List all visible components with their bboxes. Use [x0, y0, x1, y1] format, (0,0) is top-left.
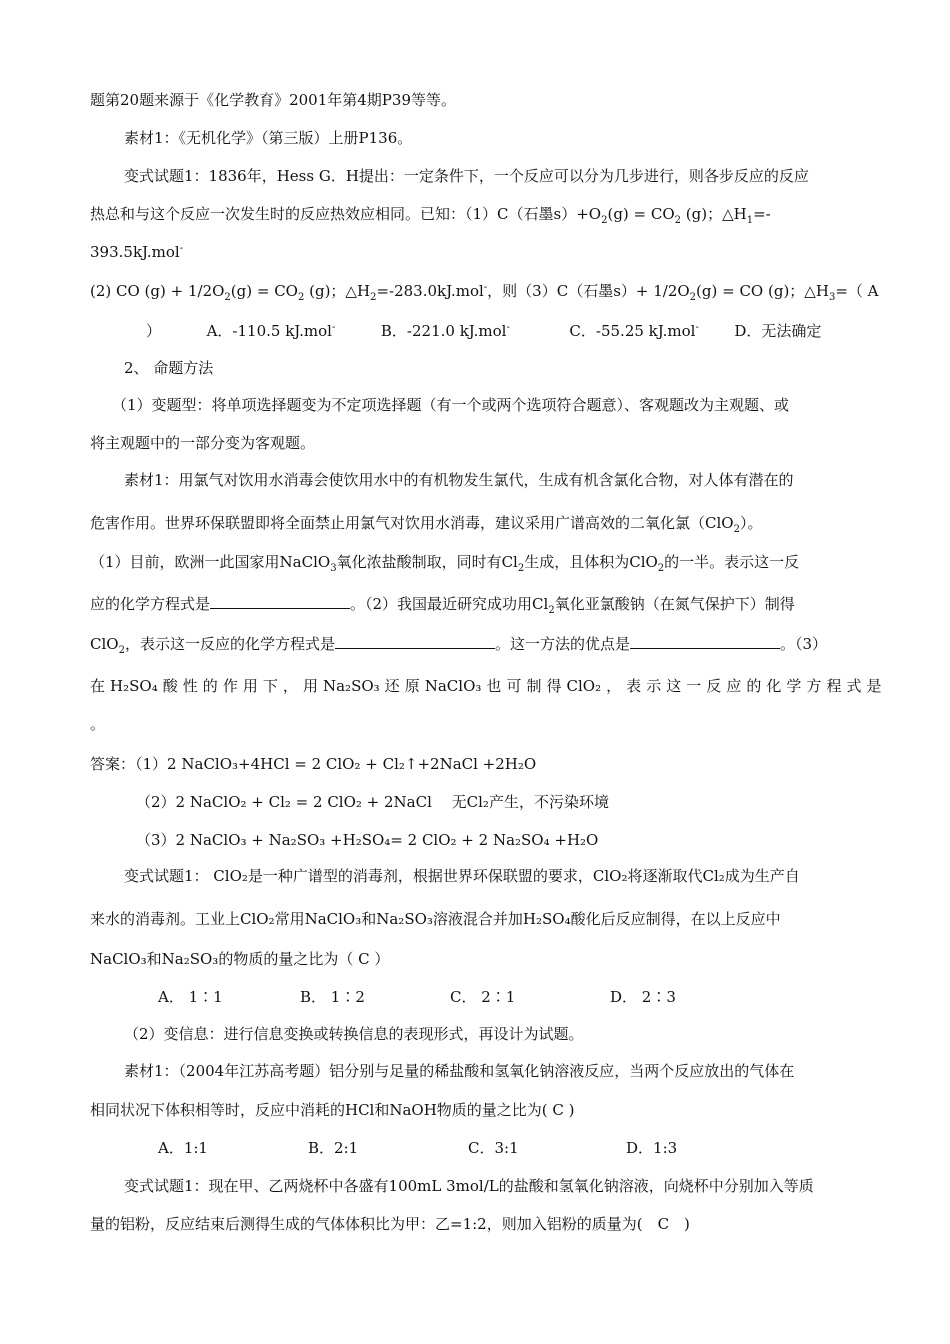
word: 用 — [302, 677, 318, 695]
word: 一 — [686, 677, 702, 695]
text-line: 变式试题1：现在甲、乙两烧杯中各盛有100mL 3mol/L的盐酸和氢氧化钠溶液，向烧杯中分别加入等质 — [124, 1177, 814, 1195]
word: 酸 — [162, 677, 178, 695]
word: 可 — [506, 677, 522, 695]
text-line: 素材1：用氯气对饮用水消毒会使饮用水中的有机物发生氯代，生成有机含氯化合物，对人体有潜在的 — [124, 471, 794, 489]
text-line: 量的铝粉，反应结束后测得生成的气体体积比为甲：乙=1:2，则加入铝粉的质量为( C ) — [90, 1215, 690, 1233]
word: 方 — [806, 677, 822, 695]
word: 还 — [384, 677, 400, 695]
text-line: （2）变信息：进行信息变换或转换信息的表现形式，再设计为试题。 — [124, 1025, 584, 1043]
word: ， — [282, 677, 298, 695]
word: H₂SO₄ — [110, 677, 158, 695]
text-line: ClO$_2$，表示这一反应的化学方程式是 。这一方法的优点是 。（3） — [90, 635, 828, 656]
word: ， — [606, 677, 622, 695]
word: 原 — [404, 677, 420, 695]
text-line: （1）变题型：将单项选择题变为不定项选择题（有一个或两个选项符合题意）、客观题改为主观题、或 — [112, 396, 790, 414]
word: 反 — [706, 677, 722, 695]
answer-blank[interactable] — [335, 634, 495, 649]
text-line: (2) CO $(g) + 1/2O_2(g) = CO_2$ (g)；$\triangle H_2=-283.0kJ.mol^-$，则（3）C（石墨$s)+ 1/2O_2(g)$ = CO (g)；$\triangle H_3=$（ A — [90, 282, 879, 303]
section-heading: 2、 命题方法 — [124, 359, 214, 377]
word: ClO₂ — [566, 677, 602, 695]
justified-line — [90, 676, 882, 696]
text-line: 。 — [90, 715, 106, 733]
options-row: ） A．-110.5 kJ.mol- B．-221.0 kJ.mol- C．-55.25 kJ.mol- D．无法确定 — [146, 322, 822, 340]
word: 的 — [746, 677, 762, 695]
answer-blank[interactable] — [210, 594, 350, 609]
word: 的 — [202, 677, 218, 695]
word: 学 — [786, 677, 802, 695]
text-line: 题第20题来源于《化学教育》2001年第4期P39等等。 — [90, 91, 456, 109]
text-line: （1）目前，欧洲一此国家用NaClO$_3$氧化浓盐酸制取，同时有$Cl_2$生成，且体积为ClO$_2$的一半。表示这一反 — [90, 553, 800, 574]
word: NaClO₃ — [424, 677, 482, 695]
word: 这 — [666, 677, 682, 695]
word: 化 — [766, 677, 782, 695]
word: 式 — [846, 677, 862, 695]
text-line: 危害作用。世界环保联盟即将全面禁止用氯气对饮用水消毒，建议采用广谱高效的二氧化氯（ClO$_2$）。 — [90, 514, 763, 535]
text-line: 素材1：《无机化学》（第三版）上册P136。 — [124, 129, 413, 147]
text-line: 变式试题1： ClO₂是一种广谱型的消毒剂，根据世界环保联盟的要求，ClO₂将逐渐取代Cl₂成为生产自 — [124, 867, 800, 885]
answer-blank[interactable] — [630, 634, 780, 649]
word: 程 — [826, 677, 842, 695]
text-line: 素材1：（2004年江苏高考题）铝分别与足量的稀盐酸和氢氧化钠溶液反应，当两个反应放出的气体在 — [124, 1062, 795, 1080]
word: 是 — [866, 677, 882, 695]
word: 性 — [182, 677, 198, 695]
answer-line: （2）2 NaClO₂ + Cl₂ = 2 ClO₂ + 2NaCl 无Cl₂产生，不污染环境 — [136, 793, 609, 811]
word: 示 — [646, 677, 662, 695]
text-line: 应的化学方程式是 。（2）我国最近研究成功用$Cl_2$氧化亚氯酸钠（在氮气保护下）制得 — [90, 595, 795, 616]
word: 作 — [222, 677, 238, 695]
text-line: 393.5kJ.mol- — [90, 243, 184, 261]
word: 制 — [526, 677, 542, 695]
word: 在 — [90, 677, 106, 695]
word: 表 — [626, 677, 642, 695]
options-row: A．1:1 B．2:1 C．3:1 D．1:3 — [158, 1139, 678, 1157]
text-line: 将主观题中的一部分变为客观题。 — [90, 434, 316, 452]
text-line: NaClO₃和Na₂SO₃的物质的量之比为（ C ） — [90, 950, 390, 968]
word: Na₂SO₃ — [322, 677, 380, 695]
word: 也 — [486, 677, 502, 695]
word: 下 — [262, 677, 278, 695]
text-line: 变式试题1：1836年，Hess G．H提出：一定条件下，一个反应可以分为几步进行，则各步反应的反应 — [124, 167, 809, 185]
text-line: 来水的消毒剂。工业上ClO₂常用NaClO₃和Na₂SO₃溶液混合并加H₂SO₄酸化后反应制得，在以上反应中 — [90, 910, 781, 928]
answer-line: （3）2 NaClO₃ + Na₂SO₃ +H₂SO₄= 2 ClO₂ + 2 Na₂SO₄ +H₂O — [136, 831, 599, 849]
word: 应 — [726, 677, 742, 695]
options-row: A． 1∶1 B． 1∶2 C． 2∶1 D． 2∶3 — [158, 988, 676, 1006]
word: 得 — [546, 677, 562, 695]
answer-line: 答案：（1）2 NaClO₃+4HCl = 2 ClO₂ + Cl₂↑+2NaCl +2H₂O — [90, 755, 537, 773]
word: 用 — [242, 677, 258, 695]
text-line: 相同状况下体积相等时，反应中消耗的HCl和NaOH物质的量之比为( C ) — [90, 1101, 575, 1119]
text-line: 热总和与这个反应一次发生时的反应热效应相同。已知：（1）C（石墨$s)+O_2(g) = CO_2$ (g)；$\triangle H_1=-$ — [90, 205, 771, 226]
